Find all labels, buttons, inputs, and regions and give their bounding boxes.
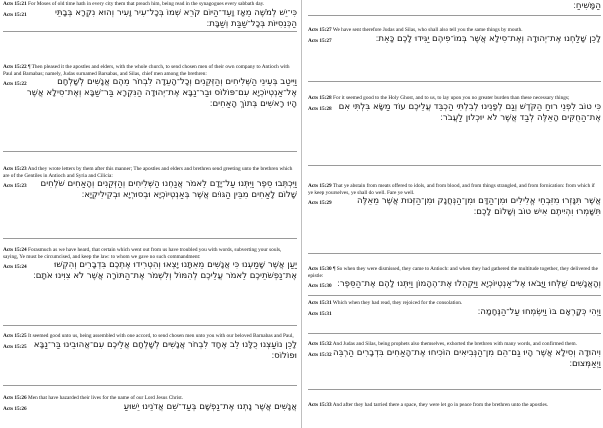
english-text: Acts 15:29 That ye abstain from meats offered to idols, and from blood, and from things strangled, and from fornication: from which if ye keep yourselves, ye shall do well. Fare ye well. [308, 183, 595, 196]
verse-block [308, 341, 601, 390]
hebrew-text: Acts 15:23 וַיִּכְתְּבוּ סֵפֶר וַיִּתְּנוּ עַל־יָדָם לֵאמֹר אֲנַחְנוּ הַשְּׁלִיחִים וְהַזְּקֵנִים וְהָאַחִים שֹׁלְחִים שָׁלוֹם לָאַחִים מִבֵּין הַגּוֹיִם אֲשֶׁר בְּאַנְטְיוֹכְיָא וּבְסוּרְיָא וּבְקִילִיקְיָא׃ [3, 179, 297, 201]
hebrew-text: הַמָּשִׁיחַ׃ [573, 1, 601, 11]
english-text: Acts 15:26 Men that have hazarded their lives for the name of our Lord Jesus Christ. [3, 395, 184, 401]
hebrew-text: Acts 15:29 אֲשֶׁר תִּנָּזְרוּ מִזִּבְחֵי אֱלִילִים וּמִן־הַדָּם וּמִן־הַנְּחֲנָק וּמִן־הַזְּנוּת אֲשֶׁר מֵאֵלֶּה תִּשָּׁמְרוּ וִהְיִיתֶם אִישׁ טוֹב וְשָׁלוֹם לָכֶם׃ [308, 196, 601, 218]
hebrew-text: Acts 15:27 לָכֵן שָׁלַחְנוּ אֶת־יְהוּדָה וְאֶת־סִילָא אֲשֶׁר בְּמוֹ־פִיהֶם יַגִּידוּ לָכֶם כָּאֵת׃ [308, 33, 601, 44]
hebrew-text: Acts 15:30 וְהָאֲנָשִׁים שֻׁלְּחוּ וַיָּבֹאוּ אֶל־אַנְטְיוֹכְיָא וַיַּקְהִלוּ אֶת־הֶהָמוֹן וַיִּתְּנוּ לָהֶם אֶת־הַסֵּפֶר׃ [308, 279, 601, 290]
hebrew-text: Acts 15:22 וַיִּיטַב בְּעֵינֵי הַשְּׁלִיחִים וְהַזְּקֵנִים וְכָל־הָעֵדָה לִבְחֹר מֵהֶם אֲנָשִׁים לְשָׁלְחָם אֶל־אַנְטְיוֹכְיָא עִם־פּוֹלוֹס וּבַר־נַבָּא אֶת־יְהוּדָה הַנִּקְרָא בַּר־שַׁבָּא וְאֶת־סִילָא אֲשֶׁר הָיוּ רָאשִׁים בְּתוֹךְ הָאַחִים׃ [3, 77, 297, 110]
verse-block [308, 183, 601, 254]
hebrew-text: Acts 15:21 כִּי־יֵשׁ לְמֹשֶׁה מֵאָז וָעֵד־הַיּוֹם קֹרֵא שְׁמוֹ בְּכָל־עִיר וָעִיר וְהוּא נִקְרָא בְּבָתֵּי הַכְּנֵסִיּוֹת בְּכָל־שַׁבַּת וְשַׁבָּת׃ [3, 7, 297, 29]
verse-block [3, 395, 297, 427]
verse-block [3, 64, 297, 152]
verse-block [3, 333, 297, 386]
english-text: Acts 15:30 ¶ So when they were dismissed, they came to Antioch: and when they had gathered the multitude together, they delivered the epistle: [308, 266, 598, 279]
verse-block [3, 166, 297, 239]
hebrew-text: Acts 15:32 וִיהוּדָה וְסִילָא אֲשֶׁר הָיוּ גַם־הֵם מִן־הַנְּבִיאִים הוֹכִיחוּ אֶת־הָאַחִים בִּדְבָרִים הַרְבֵּה וַיְאַמְּצוּם׃ [308, 347, 601, 369]
verse-block [308, 300, 601, 334]
english-text: Acts 15:32 And Judas and Silas, being prophets also themselves, exhorted the brethren with many words, and confirmed them. [308, 341, 577, 347]
hebrew-text: Acts 15:26 אֲנָשִׁים אֲשֶׁר נָתְנוּ אֶת־נַפְשָׁם בְּעַד־שֵׁם אֲדֹנֵינוּ יֵשׁוּעַ [3, 401, 297, 412]
verse-block [308, 266, 601, 296]
verse-block [308, 95, 601, 166]
english-text: Acts 15:24 Forasmuch as we have heard, that certain which went out from us have troubled you with words, subverting your souls, saying, Ye must be circumcised, and keep the law: to whom we gave no such commandment: [3, 247, 282, 260]
english-text: Acts 15:33 And after they had tarried there a space, they were let go in peace from the brethren unto the apostles. [308, 402, 549, 408]
verse-block [308, 27, 601, 82]
hebrew-text: Acts 15:31 וַיְהִי כְּקָרְאָם בּוֹ וַיִּשְׂמְחוּ עַל־הַנֶּחָמָה׃ [308, 306, 601, 317]
hebrew-text: Acts 15:24 יַעַן אֲשֶׁר שָׁמַעְנוּ כִּי אֲנָשִׁים מֵאִתָּנוּ יָצְאוּ וְהִטְרִידוּ אֶתְכֶם בִּדְבָרִים וְהִקְשׁוּ אֶת־נַפְשֹׁתֵיכֶם לֵאמֹר עֲלֵיכֶם לְהִמּוֹל וְלִשְׁמֹר אֶת־הַתּוֹרָה אֲשֶׁר לֹא צִוִּינוּ אֹתָם׃ [3, 260, 297, 282]
english-text: Acts 15:22 ¶ Then pleased it the apostles and elders, with the whole church, to send chosen men of their own company to Antioch with Paul and Barnabas; namely, Judas surnamed Barsabas, and Silas, chief men among the brethren: [3, 64, 290, 77]
verse-block [3, 1, 297, 32]
english-text: Acts 15:21 For Moses of old time hath in every city them that preach him, being read in the synagogues every sabbath day. [3, 1, 265, 7]
english-text: Acts 15:28 For it seemed good to the Holy Ghost, and to us, to lay upon you no greater burden than these necessary things; [308, 95, 570, 101]
verse-block [3, 247, 297, 326]
column-divider [301, 0, 302, 428]
hebrew-text: Acts 15:25 לָכֵן נוֹעַצְנוּ כֻלָּנוּ לֵב אֶחָד לִבְחֹר אֲנָשִׁים לְשָׁלְחָם אֲלֵיכֶם עִם־אֲהוּבֵינוּ בַּר־נַבָּא וּפוֹלוֹס׃ [3, 339, 297, 361]
verse-continuation [308, 1, 601, 16]
english-text: Acts 15:25 It seemed good unto us, being assembled with one accord, to send chosen men unto you with our beloved Barnabas and Paul, [3, 333, 294, 339]
hebrew-text: Acts 15:28 כִּי טוֹב לִפְנֵי רוּחַ הַקֹּדֶשׁ וְגַם לְפָנֵינוּ לְבִלְתִּי הַכְבֵּד עֲלֵיכֶם עוֹד מַשָּׂא בִּלְתִּי אִם אֶת־הַחֻקִּים הָאֵלֶּה לְבַד אֲשֶׁר לֹא יוּכְלוּן לַעֲבֹר׃ [308, 101, 601, 123]
english-text: Acts 15:23 And they wrote letters by them after this manner; The apostles and elders and brethren send greeting unto the brethren which are of the Gentiles in Antioch and Syria and Cilicia: [3, 166, 293, 179]
english-text: Acts 15:31 Which when they had read, they rejoiced for the consolation. [308, 300, 463, 306]
english-text: Acts 15:27 We have sent therefore Judas and Silas, who shall also tell you the same things by mouth. [308, 27, 523, 33]
verse-block [308, 402, 601, 427]
